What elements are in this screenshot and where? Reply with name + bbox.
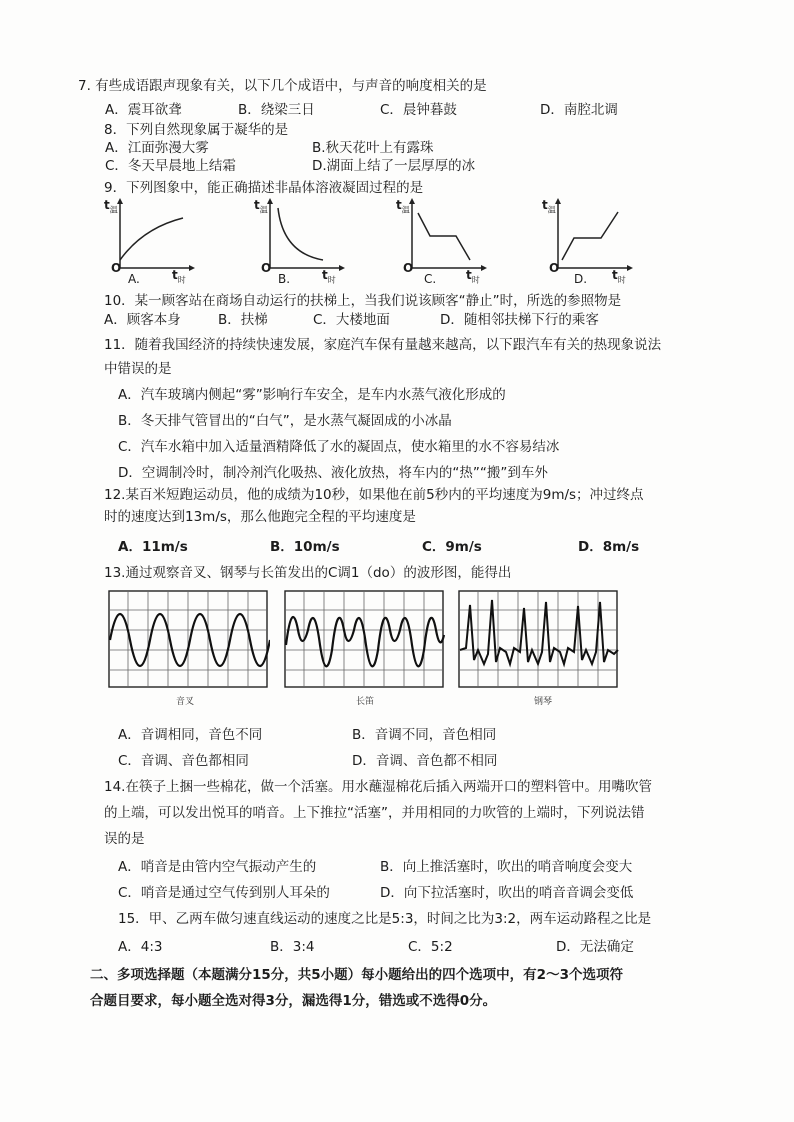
graph-a-y-arrow <box>117 198 123 204</box>
graph-a <box>104 198 198 286</box>
q15-option-a: A．4:3 <box>118 939 163 955</box>
graph-d-curve <box>562 212 618 260</box>
q13-option-a: A．音调相同，音色不同 <box>118 727 263 743</box>
graph-c-y-arrow <box>409 198 415 204</box>
tuning-fork-wave <box>110 614 270 666</box>
q14-stem-line1: 14.在筷子上捆一些棉花，做一个活塞。用水蘸湿棉花后插入两端开口的塑料管中。用嘴吹管 <box>104 779 652 795</box>
graph-c-x-arrow <box>481 265 487 271</box>
graph-a-letter: A. <box>128 272 140 286</box>
q12-option-b: B．10m/s <box>270 539 340 555</box>
graph-c-x-label: $t_时$ <box>466 268 480 285</box>
graph-a-y-label: $t_温$ <box>104 198 118 215</box>
q14-stem-line2: 的上端，可以发出悦耳的哨音。上下推拉“活塞”，并用相同的力吹管的上端时，下列说法错 <box>104 805 645 821</box>
q11-stem-line1: 11．随着我国经济的持续快速发展，家庭汽车保有量越来越高，以下跟汽车有关的热现象说法 <box>104 337 662 353</box>
graph-b-y-label: $t_温$ <box>254 198 268 215</box>
waveform-tuning-fork-svg <box>108 590 270 690</box>
q8-stem: 8．下列自然现象属于凝华的是 <box>104 122 289 138</box>
q12-option-d: D．8m/s <box>578 539 640 555</box>
graph-d-x-label: $t_时$ <box>612 268 626 285</box>
graph-b-curve <box>278 208 323 260</box>
q8-option-a: A．江面弥漫大雾 <box>105 140 209 156</box>
q15-option-b: B．3:4 <box>270 939 315 955</box>
q10-option-c: C．大楼地面 <box>313 312 390 328</box>
q10-option-b: B．扶梯 <box>218 312 268 328</box>
q14-option-b: B．向上推活塞时，吹出的哨音响度会变大 <box>380 859 633 875</box>
graph-d <box>542 198 636 286</box>
q13-option-c: C．音调、音色都相同 <box>118 753 249 769</box>
waveform-flute <box>284 590 446 707</box>
q7-option-b: B．绕梁三日 <box>238 102 315 118</box>
q7-option-a: A．震耳欲聋 <box>105 102 182 118</box>
waveform-flute-svg <box>284 590 446 690</box>
q10-option-d: D．随相邻扶梯下行的乘客 <box>440 312 599 328</box>
caption-tuning-fork: 音叉 <box>176 697 195 707</box>
q9-stem: 9．下列图象中，能正确描述非晶体溶液凝固过程的是 <box>104 180 424 196</box>
graph-c-origin: O <box>403 261 414 275</box>
q13-option-d: D．音调、音色都不相同 <box>352 753 498 769</box>
waveform-piano <box>458 590 620 707</box>
q14-option-d: D．向下拉活塞时，吹出的哨音音调会变低 <box>380 885 634 901</box>
graph-a-x-arrow <box>189 265 195 271</box>
q15-option-d: D．无法确定 <box>556 939 634 955</box>
graph-a-origin: O <box>111 261 122 275</box>
caption-piano: 钢琴 <box>534 697 553 707</box>
q12-stem-line2: 时的速度达到13m/s，那么他跑完全程的平均速度是 <box>104 509 416 525</box>
graph-d-origin: O <box>549 261 560 275</box>
section2-line2: 合题目要求，每小题全选对得3分，漏选得1分，错选或不选得0分。 <box>90 993 497 1009</box>
q12-stem-line1: 12.某百米短跑运动员，他的成绩为10秒，如果他在前5秒内的平均速度为9m/s；冲过终点 <box>104 487 644 503</box>
waveform-tuning-fork <box>108 590 270 707</box>
graph-b-x-label: $t_时$ <box>322 268 336 285</box>
q11-stem-line2: 中错误的是 <box>104 361 172 377</box>
q13-stem: 13.通过观察音叉、钢琴与长笛发出的C调1（do）的波形图，能得出 <box>104 565 512 581</box>
graph-d-x-arrow <box>627 265 633 271</box>
q15-stem: 15．甲、乙两车做匀速直线运动的速度之比是5:3，时间之比为3:2，两车运动路程之比是 <box>118 911 652 927</box>
q14-stem-line3: 误的是 <box>104 831 145 847</box>
graph-d-y-arrow <box>555 198 561 204</box>
q7-option-c: C．晨钟暮鼓 <box>380 102 457 118</box>
graph-b-letter: B. <box>278 272 291 286</box>
piano-wave <box>460 600 618 664</box>
graph-b-origin: O <box>261 261 272 275</box>
q8-option-d: D.湖面上结了一层厚厚的冰 <box>312 158 476 174</box>
q7-stem: 7. 有些成语跟声现象有关，以下几个成语中，与声音的响度相关的是 <box>78 78 487 94</box>
q11-option-b: B．冬天排气管冒出的“白气”，是水蒸气凝固成的小冰晶 <box>118 413 452 429</box>
q15-option-c: C．5:2 <box>408 939 453 955</box>
q12-option-a: A．11m/s <box>118 539 188 555</box>
graph-b-x-arrow <box>339 265 345 271</box>
caption-flute: 长笛 <box>356 697 375 707</box>
graph-d-letter: D. <box>574 272 588 286</box>
graph-a-x-label: $t_时$ <box>172 268 186 285</box>
waveform-piano-svg <box>458 590 620 690</box>
q14-option-c: C．哨音是通过空气传到别人耳朵的 <box>118 885 330 901</box>
q13-option-b: B．音调不同，音色相同 <box>352 727 497 743</box>
graph-d-y-label: $t_温$ <box>542 198 556 215</box>
section2-line1: 二、多项选择题（本题满分15分，共5小题）每小题给出的四个选项中，有2～3个选项符 <box>90 967 623 983</box>
graph-a-curve <box>120 218 183 260</box>
q7-option-d: D．南腔北调 <box>540 102 618 118</box>
graph-c <box>396 198 490 286</box>
q8-option-c: C．冬天早晨地上结霜 <box>105 158 236 174</box>
q11-option-a: A．汽车玻璃内侧起“雾”影响行车安全，是车内水蒸气液化形成的 <box>118 387 506 403</box>
q10-stem: 10．某一顾客站在商场自动运行的扶梯上，当我们说该顾客“静止”时，所选的参照物是 <box>104 293 622 309</box>
graph-c-letter: C. <box>424 272 437 286</box>
q11-option-c: C．汽车水箱中加入适量酒精降低了水的凝固点，使水箱里的水不容易结冰 <box>118 439 560 455</box>
graph-c-y-label: $t_温$ <box>396 198 410 215</box>
q11-option-d: D．空调制冷时，制冷剂汽化吸热、液化放热，将车内的“热”“搬”到车外 <box>118 465 548 481</box>
q8-option-b: B.秋天花叶上有露珠 <box>312 140 434 156</box>
graph-c-curve <box>418 213 470 260</box>
q10-option-a: A．顾客本身 <box>104 312 181 328</box>
graph-b-y-arrow <box>267 198 273 204</box>
q12-option-c: C．9m/s <box>422 539 482 555</box>
flute-wave <box>286 617 444 666</box>
q14-option-a: A．哨音是由管内空气振动产生的 <box>118 859 317 875</box>
graph-b <box>254 198 348 286</box>
